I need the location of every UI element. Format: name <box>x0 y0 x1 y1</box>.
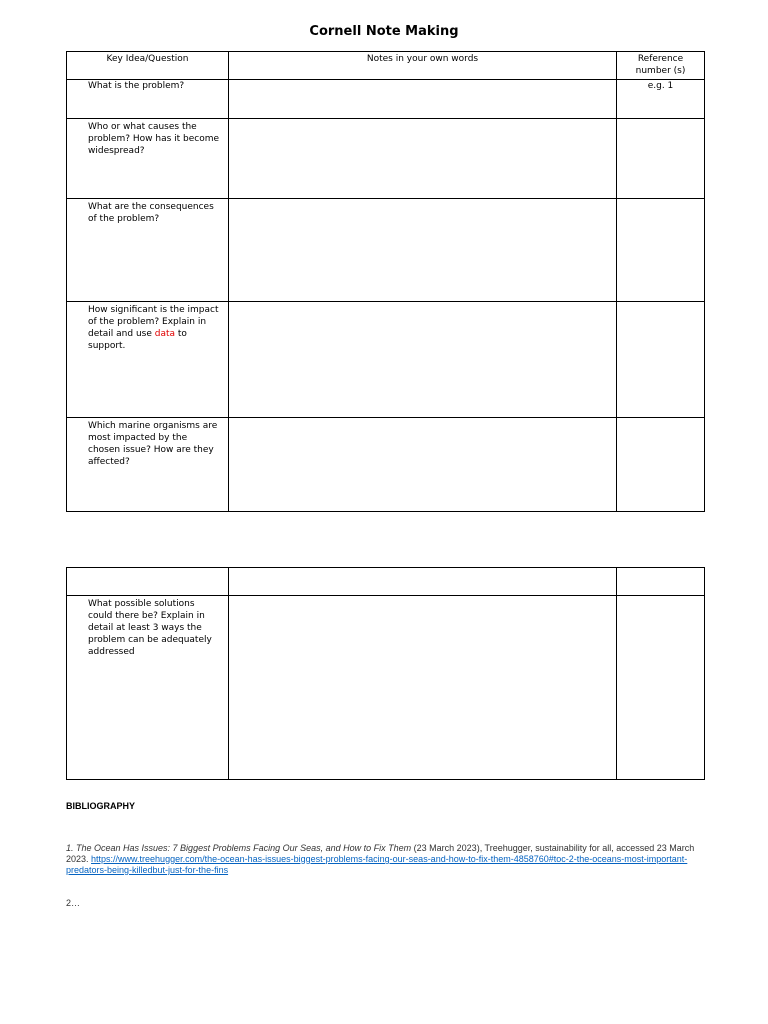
question-cell <box>67 568 229 596</box>
table-row <box>67 596 705 780</box>
table-row <box>67 302 705 418</box>
notes-cell[interactable] <box>229 418 617 512</box>
notes-cell[interactable] <box>229 596 617 780</box>
reference-cell[interactable] <box>617 568 705 596</box>
header-reference-line2: number (s) <box>635 66 686 76</box>
reference-cell[interactable] <box>617 418 705 512</box>
page-title: Cornell Note Making <box>309 24 459 39</box>
notes-cell[interactable] <box>229 568 617 596</box>
table-row <box>67 568 705 596</box>
reference-cell[interactable] <box>617 199 705 302</box>
notes-cell[interactable] <box>229 119 617 199</box>
header-notes: Notes in your own words <box>229 52 617 80</box>
table-row <box>67 418 705 512</box>
header-key-idea: Key Idea/Question <box>67 52 229 80</box>
header-row <box>67 52 705 80</box>
question-cell: What possible solutions could there be? Explain in detail at least 3 ways the problem can be adequately addressed <box>67 596 229 780</box>
citation-details: (23 March 2023), Treehugger, sustainability for all, accessed 23 March 2023. <box>66 843 695 864</box>
header-reference <box>617 52 705 80</box>
question-cell: What are the consequences of the problem? <box>67 199 229 302</box>
bibliography-entry-2: 2… <box>66 898 81 908</box>
notes-cell[interactable] <box>229 199 617 302</box>
question-text-end: to support. <box>88 329 187 351</box>
notes-cell[interactable] <box>229 80 617 119</box>
citation-title: 1. The Ocean Has Issues: 7 Biggest Problems Facing Our Seas, and How to Fix Them <box>66 843 412 853</box>
cornell-notes-table <box>66 51 705 512</box>
question-cell: What is the problem? <box>67 80 229 119</box>
question-cell <box>67 302 229 418</box>
reference-cell[interactable]: e.g. 1 <box>617 80 705 119</box>
table-row <box>67 119 705 199</box>
notes-cell[interactable] <box>229 302 617 418</box>
question-cell: Who or what causes the problem? How has it become widespread? <box>67 119 229 199</box>
question-text: How significant is the impact of the problem? Explain in detail and use <box>88 305 219 339</box>
solutions-table <box>66 567 705 780</box>
header-reference-line1: Reference <box>637 54 684 64</box>
question-cell: Which marine organisms are most impacted by the chosen issue? How are they affected? <box>67 418 229 512</box>
reference-cell[interactable] <box>617 302 705 418</box>
reference-cell[interactable] <box>617 596 705 780</box>
table-row <box>67 199 705 302</box>
data-highlight: data <box>154 329 176 339</box>
table-row <box>67 80 705 119</box>
citation-link[interactable]: https://www.treehugger.com/the-ocean-has-issues-biggest-problems-facing-our-seas-and-how-to-fix-them-4858760#toc-2-the-oceans-most-important-predators-being-killedbut-just-for-the-fins <box>66 854 688 875</box>
reference-cell[interactable] <box>617 119 705 199</box>
bibliography-heading: BIBLIOGRAPHY <box>66 801 136 811</box>
bibliography-entry <box>66 843 706 876</box>
